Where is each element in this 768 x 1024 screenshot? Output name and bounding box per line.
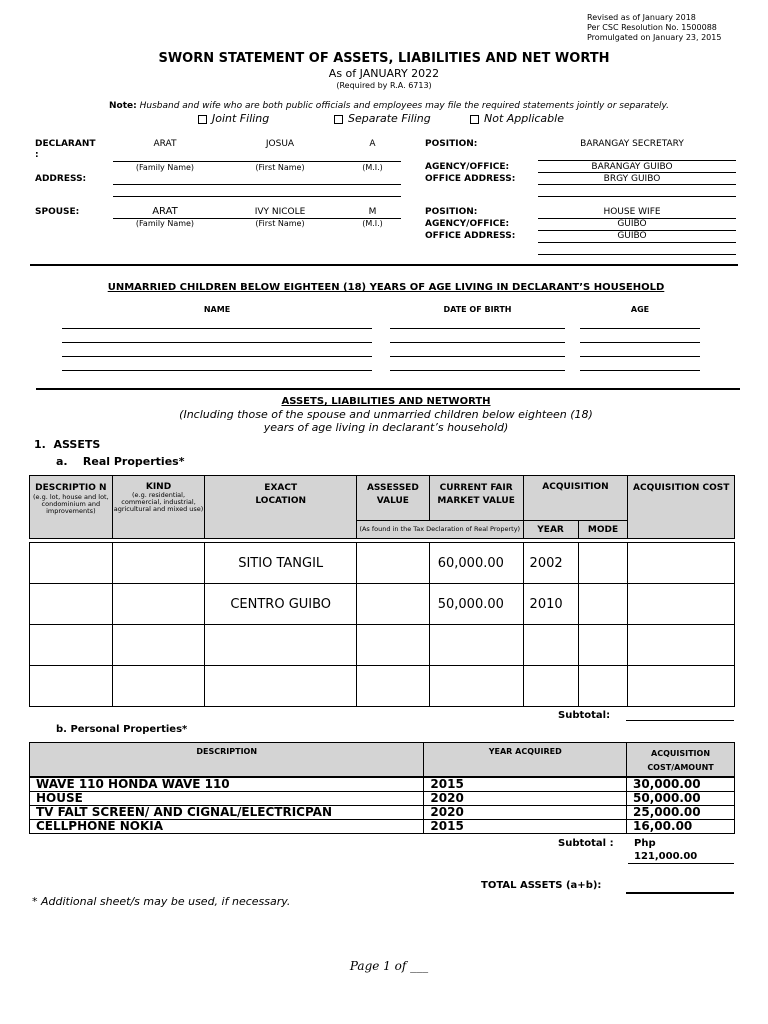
office-address-line bbox=[538, 184, 736, 185]
real-properties-table bbox=[29, 475, 735, 707]
row-fair-value bbox=[429, 625, 523, 666]
personal-cost: 16,00.00 bbox=[627, 819, 735, 833]
address-line-1[interactable] bbox=[113, 184, 401, 185]
personal-year: 2015 bbox=[424, 819, 627, 833]
child-dob-line[interactable] bbox=[390, 356, 565, 357]
agency-label: AGENCY/OFFICE: bbox=[425, 162, 510, 172]
note bbox=[0, 101, 768, 111]
child-age-line[interactable] bbox=[580, 370, 700, 371]
header-location: EXACT LOCATION bbox=[205, 476, 357, 539]
declarant-family-name: ARAT bbox=[153, 139, 177, 149]
personal-subtotal-currency: Php bbox=[634, 838, 656, 849]
address-label: ADDRESS: bbox=[35, 174, 87, 184]
separate-filing-option[interactable]: Separate Filing bbox=[334, 112, 431, 125]
child-name-line[interactable] bbox=[62, 328, 372, 329]
spouse-office-address-label: OFFICE ADDRESS: bbox=[425, 231, 516, 241]
personal-cost: 25,000.00 bbox=[627, 805, 735, 819]
personal-subtotal-line bbox=[628, 863, 734, 864]
page-title: SWORN STATEMENT OF ASSETS, LIABILITIES AND NET WORTH bbox=[158, 51, 610, 66]
spouse-family-name: ARAT bbox=[152, 206, 178, 217]
child-age-line[interactable] bbox=[580, 356, 700, 357]
spouse-first-name: IVY NICOLE bbox=[254, 207, 306, 217]
total-assets-label: TOTAL ASSETS (a+b): bbox=[481, 880, 602, 891]
row-location: CENTRO GUIBO bbox=[205, 584, 357, 625]
spouse-first-caption: (First Name) bbox=[255, 219, 305, 228]
row-location bbox=[205, 625, 357, 666]
table-row bbox=[30, 666, 735, 707]
address-line-2[interactable] bbox=[113, 196, 401, 197]
real-properties-label: a. Real Properties* bbox=[56, 455, 185, 468]
row-fair-value: 50,000.00 bbox=[429, 584, 523, 625]
table-row bbox=[30, 584, 735, 625]
spouse-label: SPOUSE: bbox=[35, 207, 80, 217]
declarant-mi: A bbox=[369, 139, 376, 149]
personal-year: 2020 bbox=[424, 805, 627, 819]
spouse-agency: GUIBO bbox=[617, 219, 647, 229]
header-kind: KIND (e.g. residential, commercial, industrial, agricultural and mixed use) bbox=[112, 476, 205, 539]
header-year: YEAR bbox=[523, 521, 578, 539]
required-by: (Required by R.A. 6713) bbox=[336, 81, 432, 90]
row-location bbox=[205, 666, 357, 707]
child-dob-line[interactable] bbox=[390, 370, 565, 371]
spouse-mi-caption: (M.I.) bbox=[362, 219, 383, 228]
assets-subheading-1: (Including those of the spouse and unmarried children below eighteen (18) bbox=[179, 408, 593, 421]
personal-year: 2015 bbox=[424, 777, 627, 792]
note-label: Note: bbox=[109, 101, 137, 111]
personal-cost: 50,000.00 bbox=[627, 791, 735, 805]
child-name-line[interactable] bbox=[62, 370, 372, 371]
declarant-position: BARANGAY SECRETARY bbox=[580, 139, 684, 149]
children-heading: UNMARRIED CHILDREN BELOW EIGHTEEN (18) YEARS OF AGE LIVING IN DECLARANT’S HOUSEHOLD bbox=[107, 282, 665, 293]
header-acquisition: ACQUISITION bbox=[523, 476, 628, 521]
personal-desc: WAVE 110 HONDA WAVE 110 bbox=[30, 777, 424, 792]
spouse-position: HOUSE WIFE bbox=[603, 207, 661, 217]
row-year: 2002 bbox=[523, 543, 578, 584]
revision-block bbox=[587, 13, 721, 43]
checkbox-icon[interactable] bbox=[198, 115, 207, 124]
children-age-header: AGE bbox=[630, 305, 650, 314]
joint-filing-option[interactable]: Joint Filing bbox=[198, 112, 269, 125]
table-row bbox=[30, 543, 735, 584]
spouse-agency-label: AGENCY/OFFICE: bbox=[425, 219, 510, 229]
declarant-office-address: BRGY GUIBO bbox=[603, 174, 661, 184]
header-personal-description: DESCRIPTION bbox=[30, 743, 424, 777]
agency-line bbox=[538, 172, 736, 173]
personal-properties-label: b. Personal Properties* bbox=[56, 724, 188, 735]
table-row bbox=[30, 625, 735, 666]
position-label: POSITION: bbox=[425, 139, 478, 149]
assets-heading: ASSETS, LIABILITIES AND NETWORTH bbox=[281, 396, 491, 407]
revision-line-2: Per CSC Resolution No. 1500088 bbox=[587, 23, 717, 32]
header-year-acquired: YEAR ACQUIRED bbox=[424, 743, 627, 777]
child-age-line[interactable] bbox=[580, 328, 700, 329]
section-divider bbox=[30, 264, 738, 266]
not-applicable-option[interactable]: Not Applicable bbox=[470, 112, 564, 125]
header-acquisition-cost: ACQUISITION COST bbox=[628, 476, 735, 539]
spouse-office-line-2 bbox=[538, 254, 736, 255]
personal-desc: TV FALT SCREEN/ AND CIGNAL/ELECTRICPAN bbox=[30, 805, 424, 819]
table-row bbox=[30, 819, 735, 833]
spouse-position-label: POSITION: bbox=[425, 207, 478, 217]
personal-subtotal-value: 121,000.00 bbox=[634, 851, 698, 862]
spouse-mi: M bbox=[368, 207, 377, 217]
revision-line-3: Promulgated on January 23, 2015 bbox=[587, 33, 722, 42]
as-of-date: As of JANUARY 2022 bbox=[328, 67, 440, 80]
real-subtotal-label: Subtotal: bbox=[558, 710, 611, 721]
family-name-caption: (Family Name) bbox=[135, 163, 195, 172]
child-dob-line[interactable] bbox=[390, 342, 565, 343]
personal-year: 2020 bbox=[424, 791, 627, 805]
assets-label: 1. ASSETS bbox=[34, 438, 101, 451]
header-tax-note: (As found in the Tax Declaration of Real Property) bbox=[357, 521, 524, 539]
row-year bbox=[523, 625, 578, 666]
header-description: DESCRIPTIO N (e.g. lot, house and lot, condominium and improvements) bbox=[30, 476, 113, 539]
table-row bbox=[30, 777, 735, 792]
child-name-line[interactable] bbox=[62, 342, 372, 343]
declarant-name-line bbox=[113, 161, 401, 162]
personal-cost: 30,000.00 bbox=[627, 777, 735, 792]
declarant-agency: BARANGAY GUIBO bbox=[591, 162, 673, 172]
child-name-line[interactable] bbox=[62, 356, 372, 357]
revision-line-1: Revised as of January 2018 bbox=[587, 13, 696, 22]
spouse-office-address: GUIBO bbox=[617, 231, 647, 241]
office-address-line-2 bbox=[538, 196, 736, 197]
position-line bbox=[538, 160, 736, 161]
header-mode: MODE bbox=[578, 521, 628, 539]
personal-subtotal-label: Subtotal : bbox=[558, 838, 614, 849]
office-address-label: OFFICE ADDRESS: bbox=[425, 174, 516, 184]
assets-subheading-2: years of age living in declarant’s household) bbox=[263, 421, 509, 434]
page-number: Page 1 of ___ bbox=[349, 959, 429, 973]
table-row bbox=[30, 791, 735, 805]
total-assets-line[interactable] bbox=[626, 892, 734, 894]
first-name-caption: (First Name) bbox=[255, 163, 305, 172]
section-divider-2 bbox=[36, 388, 740, 390]
table-row bbox=[30, 805, 735, 819]
row-location: SITIO TANGIL bbox=[205, 543, 357, 584]
real-subtotal-line[interactable] bbox=[626, 720, 734, 721]
checkbox-icon[interactable] bbox=[470, 115, 479, 124]
row-year: 2010 bbox=[523, 584, 578, 625]
additional-sheet-note: * Additional sheet/s may be used, if necessary. bbox=[32, 895, 291, 908]
header-fair-value: CURRENT FAIR MARKET VALUE bbox=[429, 476, 523, 521]
spouse-office-line bbox=[538, 242, 736, 243]
row-fair-value bbox=[429, 666, 523, 707]
personal-desc: HOUSE bbox=[30, 791, 424, 805]
declarant-colon: : bbox=[35, 150, 39, 160]
header-assessed: ASSESSED VALUE bbox=[357, 476, 430, 521]
child-dob-line[interactable] bbox=[390, 328, 565, 329]
children-dob-header: DATE OF BIRTH bbox=[443, 305, 512, 314]
row-fair-value: 60,000.00 bbox=[429, 543, 523, 584]
checkbox-icon[interactable] bbox=[334, 115, 343, 124]
note-text: Husband and wife who are both public officials and employees may file the required statements jointly or separately. bbox=[139, 101, 669, 111]
personal-properties-table bbox=[29, 742, 735, 834]
child-age-line[interactable] bbox=[580, 342, 700, 343]
children-name-header: NAME bbox=[203, 305, 231, 314]
declarant-first-name: JOSUA bbox=[265, 139, 295, 149]
declarant-label: DECLARANT bbox=[35, 139, 96, 149]
spouse-family-caption: (Family Name) bbox=[135, 219, 195, 228]
personal-desc: CELLPHONE NOKIA bbox=[30, 819, 424, 833]
header-cost-amount: ACQUISITION COST/AMOUNT bbox=[627, 743, 735, 777]
mi-caption: (M.I.) bbox=[362, 163, 383, 172]
row-year bbox=[523, 666, 578, 707]
